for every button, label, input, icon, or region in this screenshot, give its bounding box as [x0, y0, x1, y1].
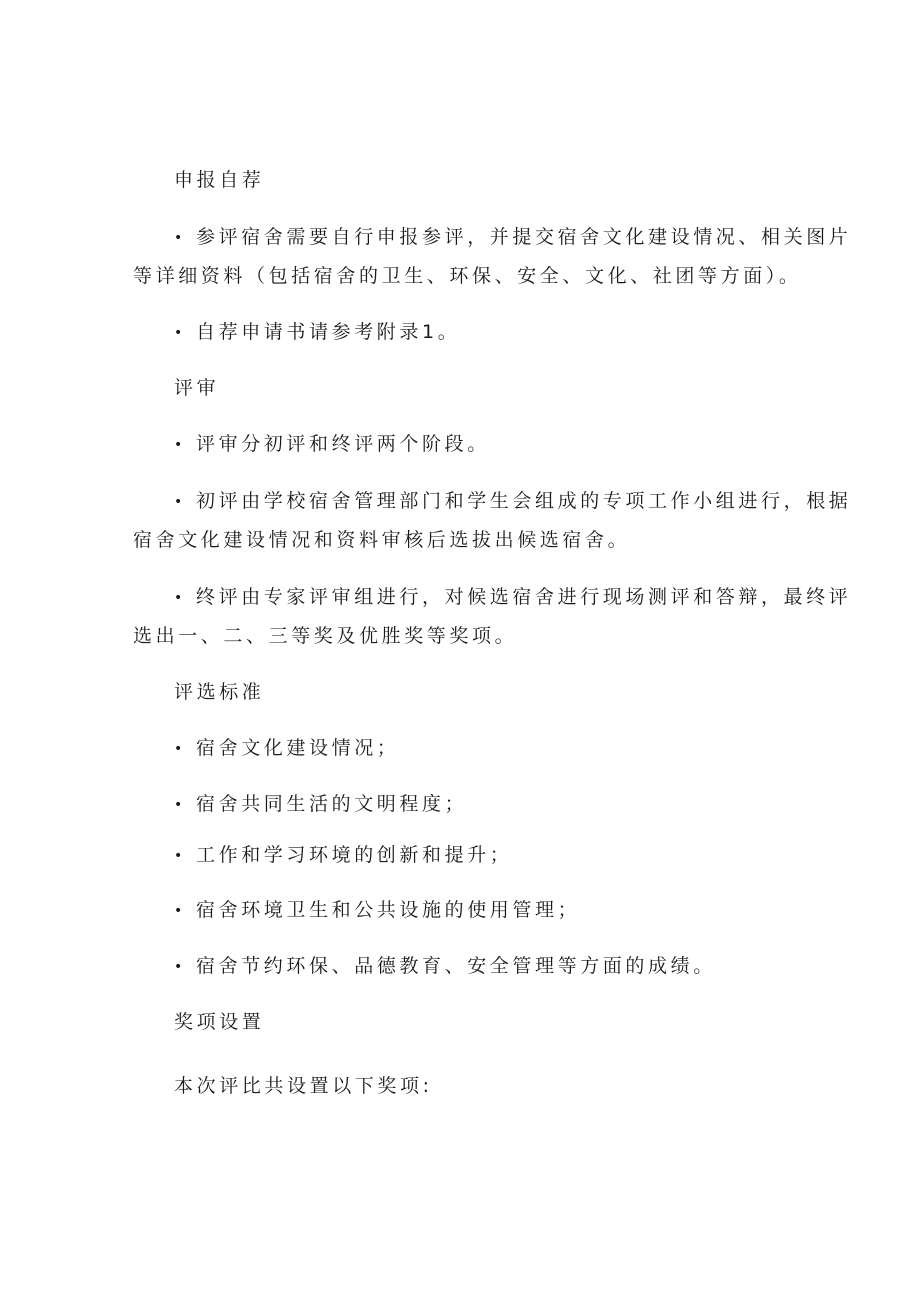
list-item	[174, 489, 851, 514]
bullet-icon: •	[174, 903, 183, 919]
list-item	[174, 585, 851, 610]
bullet-icon: •	[174, 848, 183, 864]
awards-intro-text: 本次评比共设置以下奖项:	[174, 1075, 433, 1097]
list-item	[174, 225, 851, 250]
list-item-continuation: 等详细资料（包括宿舍的卫生、环保、安全、文化、社团等方面）。	[133, 265, 802, 287]
section-heading-self-report: 申报自荐	[174, 169, 265, 191]
list-item-text: 宿舍节约环保、品德教育、安全管理等方面的成绩。	[196, 955, 716, 977]
list-item	[174, 792, 467, 817]
bullet-icon: •	[174, 590, 183, 606]
list-item	[174, 898, 580, 923]
list-item	[174, 843, 512, 868]
bullet-icon: •	[174, 741, 183, 757]
list-item-text: 自荐申请书请参考附录1。	[196, 321, 461, 343]
list-item	[174, 954, 716, 979]
list-item-text: 宿舍文化建设情况；	[196, 737, 400, 759]
list-item-continuation: 宿舍文化建设情况和资料审核后选拔出候选宿舍。	[133, 529, 631, 551]
list-item-text: 终评由专家评审组进行，对候选宿舍进行现场测评和答辩，最终评	[196, 586, 852, 608]
list-item-text: 工作和学习环境的创新和提升；	[196, 844, 513, 866]
list-item-text: 评审分初评和终评两个阶段。	[196, 433, 490, 455]
list-item-text: 宿舍共同生活的文明程度；	[196, 793, 468, 815]
list-item-text: 初评由学校宿舍管理部门和学生会组成的专项工作小组进行，根据	[196, 490, 852, 512]
list-item	[174, 736, 399, 761]
bullet-icon: •	[174, 959, 183, 975]
section-heading-review: 评审	[174, 377, 220, 399]
section-heading-awards: 奖项设置	[174, 1011, 265, 1033]
list-item	[174, 432, 490, 457]
section-heading-criteria: 评选标准	[174, 681, 265, 703]
bullet-icon: •	[174, 494, 183, 510]
bullet-icon: •	[174, 797, 183, 813]
bullet-icon: •	[174, 230, 183, 246]
list-item-continuation: 选出一、二、三等奖及优胜奖等奖项。	[133, 625, 518, 647]
list-item	[174, 320, 460, 345]
bullet-icon: •	[174, 437, 183, 453]
list-item-text: 参评宿舍需要自行申报参评，并提交宿舍文化建设情况、相关图片	[196, 226, 852, 248]
bullet-icon: •	[174, 325, 183, 341]
list-item-text: 宿舍环境卫生和公共设施的使用管理；	[196, 899, 581, 921]
